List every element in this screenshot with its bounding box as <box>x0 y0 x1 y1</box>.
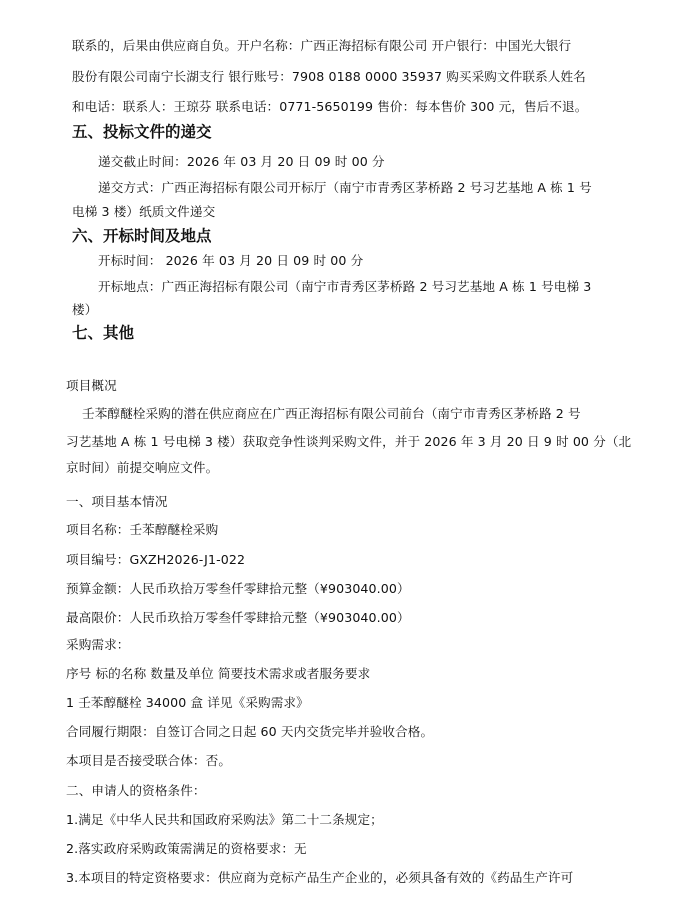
text-line: 采购需求： <box>66 637 130 652</box>
text-line: 2.落实政府采购政策需满足的资格要求：无 <box>66 841 307 856</box>
text-line: 1.满足《中华人民共和国政府采购法》第二十二条规定； <box>66 812 383 827</box>
text-line: 电梯 3 楼）纸质文件递交 <box>72 204 216 219</box>
subsection-title: 二、申请人的资格条件： <box>66 783 206 798</box>
text-line: 本项目是否接受联合体：否。 <box>66 753 232 768</box>
text-line: 3.本项目的特定资格要求：供应商为竞标产品生产企业的，必须具备有效的《药品生产许可 <box>66 870 574 885</box>
text-line: 递交方式：广西正海招标有限公司开标厅（南宁市青秀区茅桥路 2 号习艺基地 A 栋 1 号 <box>98 180 592 195</box>
text-line: 习艺基地 A 栋 1 号电梯 3 楼）获取竞争性谈判采购文件，并于 2026 年 3 月 20 日 9 时 00 分（北 <box>66 434 632 449</box>
text-line: 开标时间： 2026 年 03 月 20 日 09 时 00 分 <box>98 253 364 268</box>
text-line: 项目名称：壬苯醇醚栓采购 <box>66 522 219 537</box>
text-line: 京时间）前提交响应文件。 <box>66 460 219 475</box>
text-line: 股份有限公司南宁长湖支行 银行账号：7908 0188 0000 35937 购买采购文件联系人姓名 <box>72 69 586 84</box>
paragraph-title: 项目概况 <box>66 378 117 393</box>
section-heading: 七、其他 <box>72 324 135 342</box>
text-line: 和电话：联系人：王琼芬 联系电话：0771-5650199 售价：每本售价 300 元，售后不退。 <box>72 99 588 114</box>
text-line: 最高限价：人民币玖拾万零叁仟零肆拾元整（¥903040.00） <box>66 610 410 625</box>
text-line: 楼） <box>72 302 98 317</box>
text-line: 开标地点：广西正海招标有限公司（南宁市青秀区茅桥路 2 号习艺基地 A 栋 1 号电梯 3 <box>98 279 592 294</box>
text-line: 壬苯醇醚栓采购的潜在供应商应在广西正海招标有限公司前台（南宁市青秀区茅桥路 2 号 <box>82 406 581 421</box>
table-row: 1 壬苯醇醚栓 34000 盒 详见《采购需求》 <box>66 695 309 710</box>
text-line: 联系的，后果由供应商自负。开户名称：广西正海招标有限公司 开户银行：中国光大银行 <box>72 38 572 53</box>
text-line: 项目编号：GXZH2026-J1-022 <box>66 552 246 567</box>
section-heading: 五、投标文件的递交 <box>72 123 212 141</box>
section-heading: 六、开标时间及地点 <box>72 227 212 245</box>
table-header: 序号 标的名称 数量及单位 简要技术需求或者服务要求 <box>66 666 371 681</box>
text-line: 预算金额：人民币玖拾万零叁仟零肆拾元整（¥903040.00） <box>66 581 410 596</box>
subsection-title: 一、项目基本情况 <box>66 494 168 509</box>
text-line: 递交截止时间：2026 年 03 月 20 日 09 时 00 分 <box>98 154 385 169</box>
text-line: 合同履行期限：自签订合同之日起 60 天内交货完毕并验收合格。 <box>66 724 434 739</box>
